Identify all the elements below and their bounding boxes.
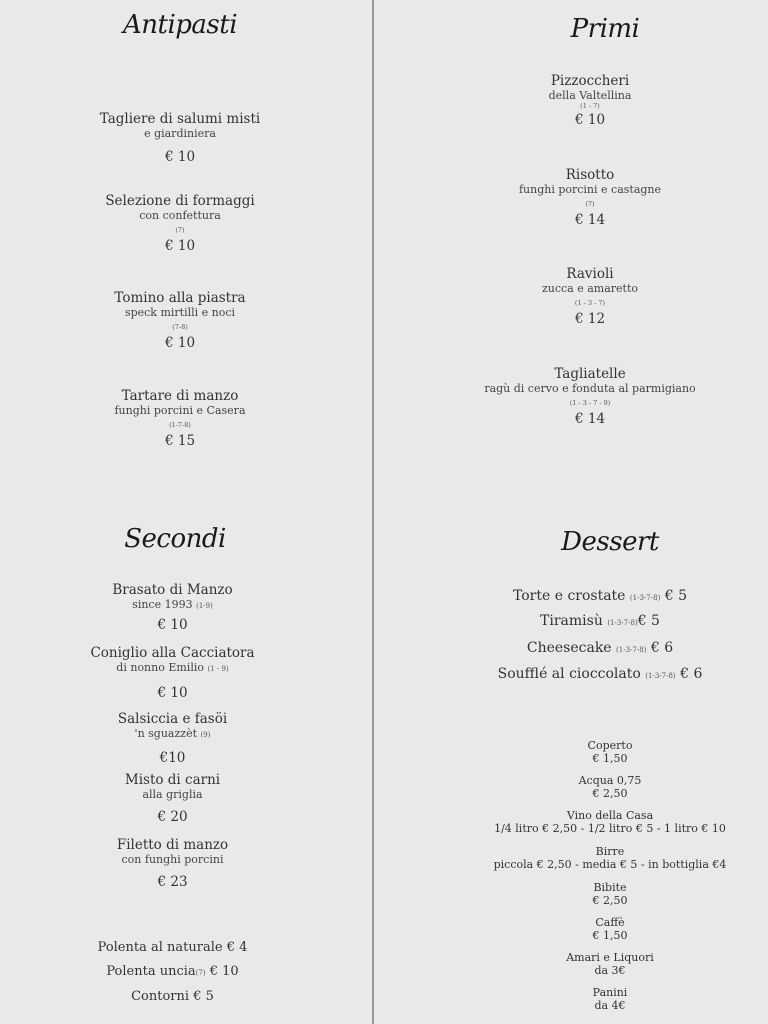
extras-item: [420, 774, 768, 800]
dish-name: Tomino alla piastra: [114, 290, 246, 306]
primi-item: [430, 168, 750, 228]
dish-name: Pizzoccheri: [550, 73, 630, 89]
secondi-heading: Secondi: [124, 524, 226, 554]
dish-price: € 20: [157, 809, 188, 825]
dish-price: € 10: [157, 617, 188, 633]
dish-description: della Valtellina: [548, 89, 632, 102]
dish-allergens: (1-7-8): [169, 421, 191, 429]
dessert-price: € 5: [664, 588, 688, 604]
secondi-item: [30, 712, 315, 766]
side-dish-price: € 10: [209, 964, 239, 979]
dish-name: Brasato di Manzo: [112, 582, 233, 598]
extras-label: Bibite: [593, 881, 627, 894]
dish-price: € 10: [164, 149, 196, 165]
dessert-item: [420, 640, 768, 656]
secondi-item: [30, 646, 315, 701]
dish-description: con funghi porcini: [121, 853, 224, 866]
dish-allergens: (1 - 9): [207, 665, 229, 673]
secondi-item: [30, 773, 315, 825]
side-dish-name: Polenta uncia: [106, 964, 196, 979]
extras-item: [420, 986, 768, 1012]
dish-name: Ravioli: [566, 266, 614, 282]
extras-item: [420, 809, 768, 835]
extras-item: [420, 739, 768, 765]
dessert-price: € 6: [680, 666, 703, 682]
antipasti-item: [30, 291, 330, 351]
dish-description: [30, 727, 315, 742]
dish-allergens: (7-8): [172, 323, 188, 331]
primi-item: [430, 267, 750, 327]
dish-name: Tartare di manzo: [121, 388, 239, 404]
dessert-name: Tiramisù: [540, 613, 603, 629]
dessert-item: [420, 666, 768, 682]
extras-value: € 2,50: [592, 894, 628, 907]
dessert-name: Cheesecake: [526, 640, 612, 656]
extras-label: Acqua 0,75: [578, 774, 642, 787]
dish-allergens: (1 - 7): [580, 102, 600, 110]
extras-value: da 3€: [594, 964, 626, 977]
extras-item: [405, 845, 768, 871]
dish-price: € 14: [574, 212, 606, 228]
side-dish-line: [30, 989, 315, 1004]
dish-description-text: di nonno Emilio: [116, 661, 204, 674]
extras-item: [420, 916, 768, 942]
dish-name: Tagliere di salumi misti: [99, 111, 261, 127]
primi-heading: Primi: [570, 14, 640, 44]
side-dish-line: [30, 940, 315, 955]
dish-price: € 12: [574, 311, 606, 327]
extras-value: piccola € 2,50 - media € 5 - in bottiglia €4: [493, 858, 727, 871]
antipasti-item: [30, 389, 330, 449]
dessert-price: € 6: [650, 640, 674, 656]
primi-item: [410, 367, 768, 427]
extras-label: Vino della Casa: [566, 809, 654, 822]
extras-label: Panini: [592, 986, 628, 999]
extras-label: Birre: [595, 845, 625, 858]
side-dish-price: € 5: [193, 989, 214, 1004]
extras-label: Coperto: [587, 739, 633, 752]
dish-allergens: (1 - 3 - 7): [574, 299, 606, 307]
dish-description: [30, 661, 315, 676]
side-dish-name: Contorni: [131, 989, 190, 1004]
dessert-allergens: (1-3-7-8): [607, 619, 638, 627]
dish-description-text: since 1993: [132, 598, 193, 611]
dessert-item: [420, 613, 768, 629]
dish-name: Tagliatelle: [554, 366, 626, 382]
dessert-allergens: (1-3-7-8): [616, 646, 647, 654]
extras-value: da 4€: [594, 999, 626, 1012]
secondi-item: [30, 838, 315, 890]
dessert-allergens: (1-3-7-8): [629, 594, 661, 602]
dish-allergens: (7): [585, 200, 595, 208]
dish-allergens: (9): [200, 731, 211, 739]
dish-name: Selezione di formaggi: [105, 193, 255, 209]
dish-description: funghi porcini e Casera: [114, 404, 246, 417]
dish-price: € 14: [574, 411, 606, 427]
dish-name: Salsiccia e fasöi: [117, 711, 228, 727]
dessert-price: € 5: [637, 613, 660, 629]
dish-description: speck mirtilli e noci: [124, 306, 236, 319]
dish-price: € 10: [164, 238, 196, 254]
antipasti-item: [30, 112, 330, 165]
dish-price: €10: [159, 750, 186, 766]
extras-label: Amari e Liquori: [566, 951, 654, 964]
dessert-name: Torte e crostate: [512, 588, 626, 604]
dish-price: € 10: [164, 335, 196, 351]
dish-price: € 15: [164, 433, 196, 449]
dish-description-text: 'n sguazzèt: [134, 727, 198, 740]
dessert-allergens: (1-3-7-8): [645, 672, 676, 680]
dish-description: ragù di cervo e fonduta al parmigiano: [484, 382, 696, 395]
dish-name: Coniglio alla Cacciatora: [90, 645, 255, 661]
column-divider: [372, 0, 374, 1024]
dish-allergens: (7): [175, 226, 185, 234]
dish-description: [30, 598, 315, 613]
antipasti-item: [30, 194, 330, 254]
dish-name: Risotto: [565, 167, 615, 183]
dish-allergens: (1 - 3 - 7 - 9): [569, 399, 611, 407]
side-dish-line: [30, 964, 315, 979]
dish-description: e giardiniera: [144, 127, 216, 140]
extras-value: € 1,50: [592, 929, 628, 942]
dish-price: € 10: [574, 112, 606, 128]
side-dish-allergens: (7): [195, 969, 206, 977]
antipasti-heading: Antipasti: [122, 10, 238, 40]
extras-item: [420, 951, 768, 977]
dish-price: € 10: [157, 685, 188, 701]
dessert-name: Soufflé al cioccolato: [497, 666, 641, 682]
side-dish-price: € 4: [226, 940, 248, 955]
extras-label: Caffè: [595, 916, 625, 929]
dish-description: alla griglia: [142, 788, 203, 801]
dessert-item: [420, 588, 768, 604]
extras-item: [420, 881, 768, 907]
dessert-heading: Dessert: [561, 527, 659, 557]
secondi-item: [30, 583, 315, 633]
dish-description: con confettura: [139, 209, 221, 222]
dish-description: zucca e amaretto: [541, 282, 639, 295]
dish-price: € 23: [157, 874, 188, 890]
extras-value: 1/4 litro € 2,50 - 1/2 litro € 5 - 1 litro € 10: [494, 822, 726, 835]
dish-name: Misto di carni: [124, 772, 221, 788]
primi-item: [430, 74, 750, 128]
dish-name: Filetto di manzo: [116, 837, 229, 853]
dish-allergens: (1-9): [196, 602, 213, 610]
dish-description: funghi porcini e castagne: [518, 183, 662, 196]
extras-value: € 1,50: [592, 752, 628, 765]
extras-value: € 2,50: [592, 787, 628, 800]
side-dish-name: Polenta al naturale: [97, 940, 223, 955]
